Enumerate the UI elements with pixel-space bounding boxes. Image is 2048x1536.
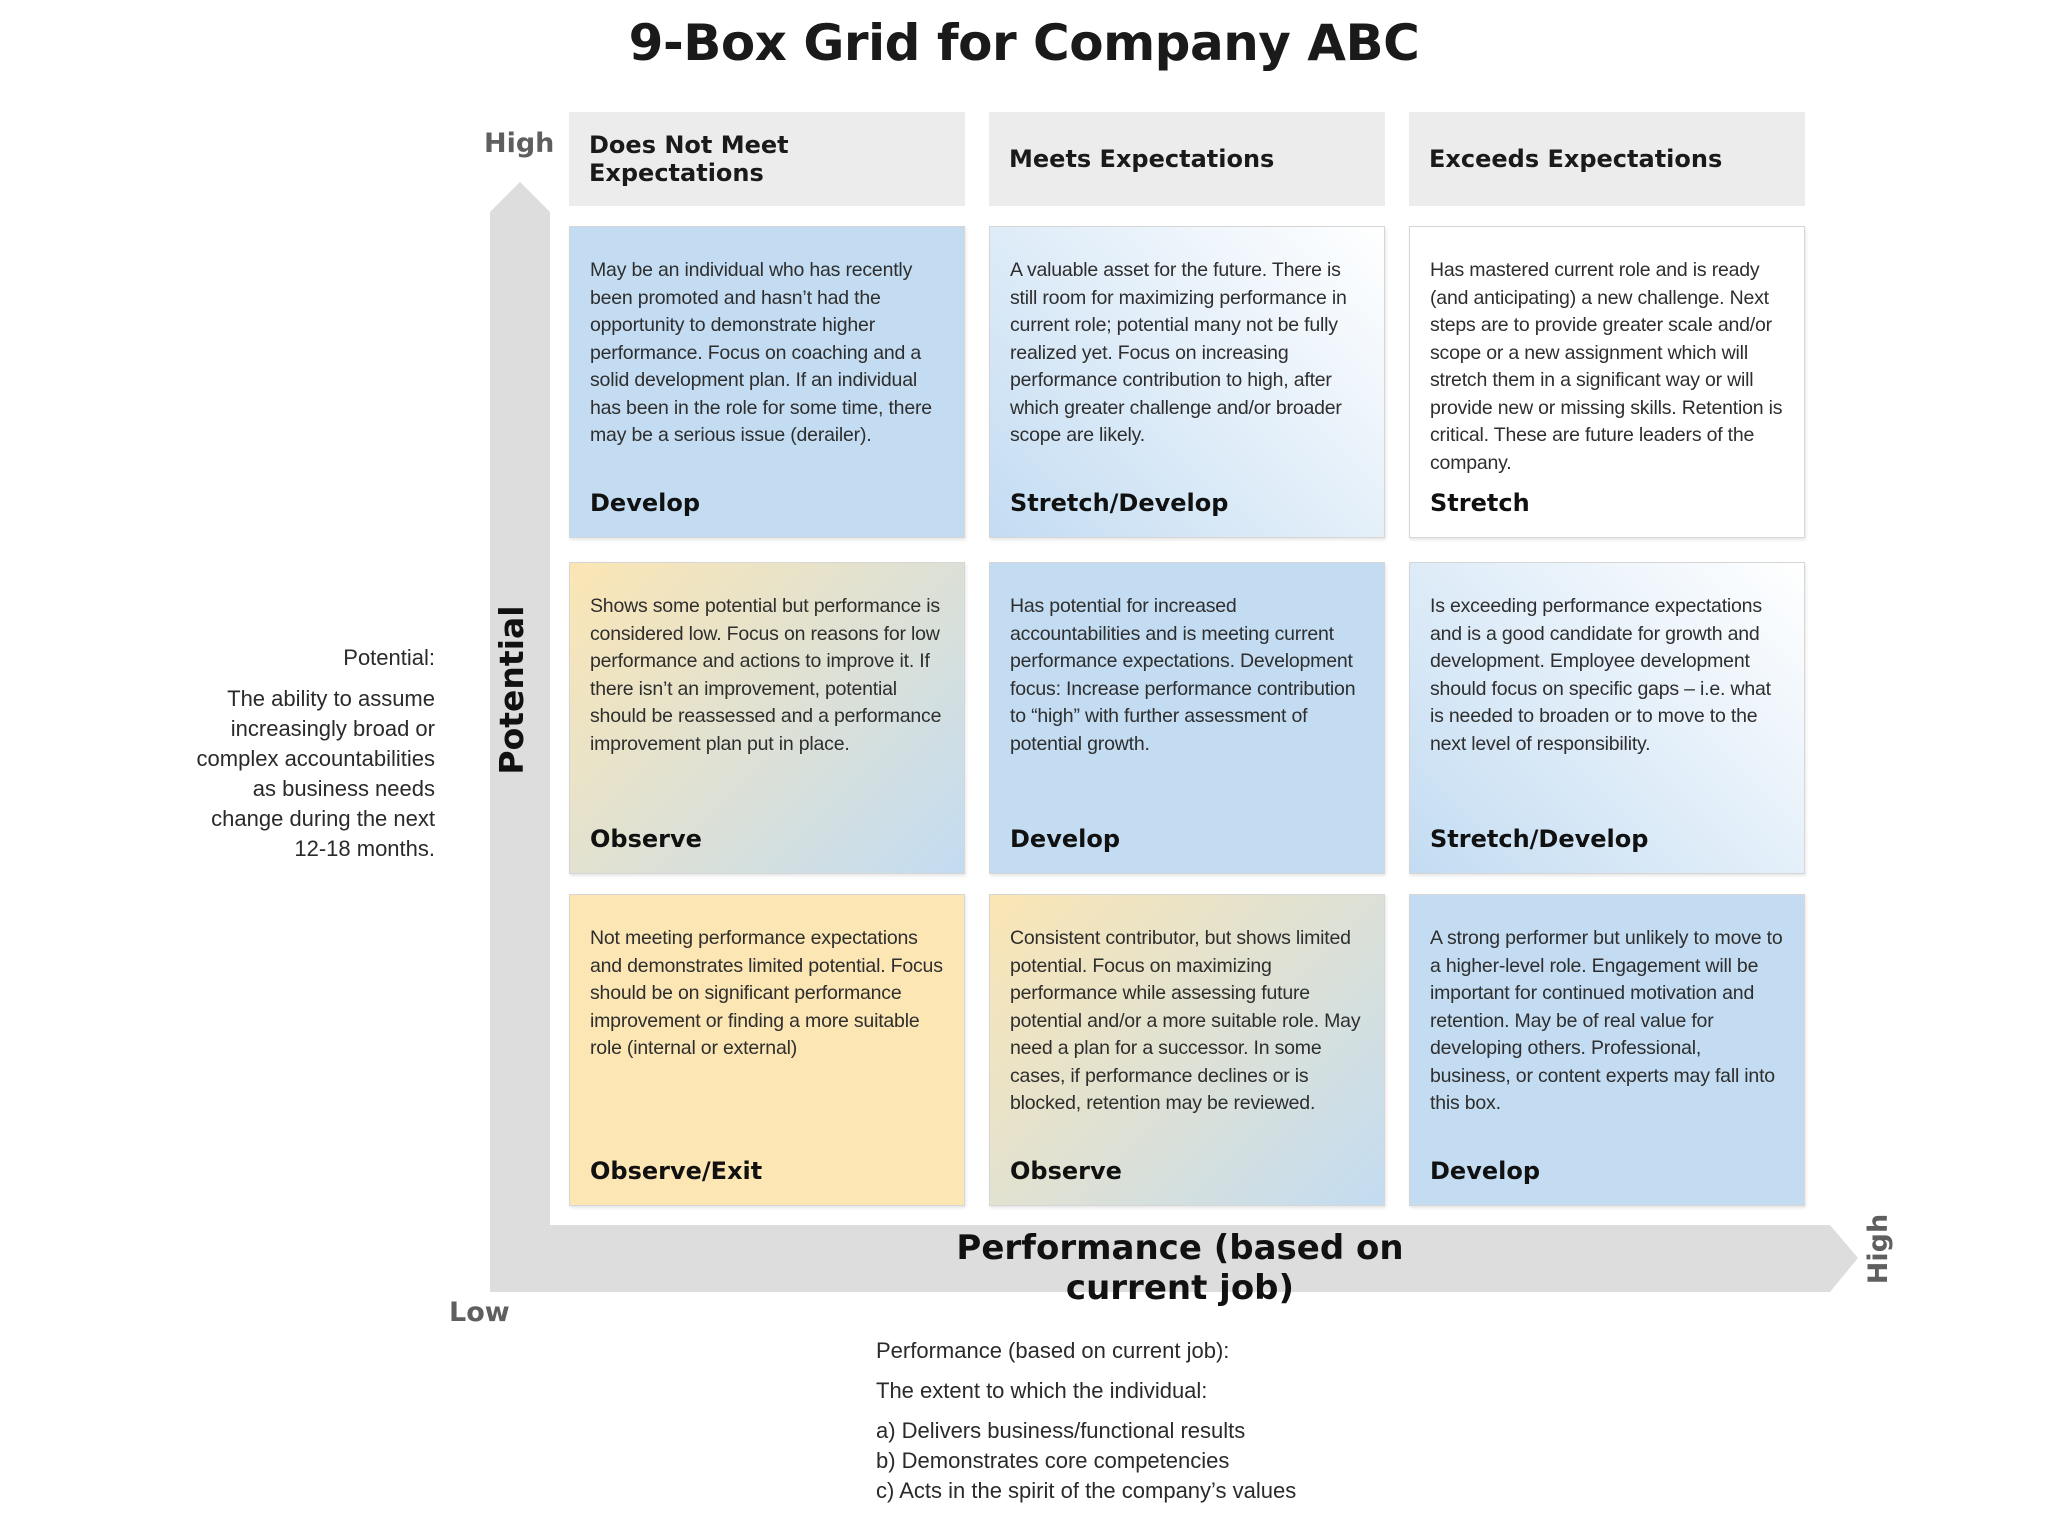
potential-note-line: The ability to assume [227, 686, 435, 711]
performance-definition-note [876, 1336, 1576, 1506]
box-description: Shows some potential but performance is considered low. Focus on reasons for low performance and actions to improve it. If there isn’t an improvement, potential should be reassessed and a performance improvement plan put in place. [590, 595, 942, 755]
box-action: Observe [1010, 1157, 1122, 1185]
performance-note-title: Performance (based on current job): [876, 1338, 1230, 1363]
box-description: A valuable asset for the future. There is still room for maximizing performance in current role; potential many not be fully realized yet. Focus on increasing performance contribution to high, after which greater challenge and/or broader scope are likely. [1010, 259, 1347, 446]
box-mid-potential-mid-performance [989, 562, 1385, 874]
box-low-potential-high-performance [1409, 894, 1805, 1206]
axis-low-label: Low [449, 1297, 510, 1328]
box-action: Develop [590, 489, 701, 517]
box-mid-potential-high-performance [1409, 562, 1805, 874]
box-high-potential-low-performance [569, 226, 965, 538]
box-description: Has potential for increased accountabilities and is meeting current performance expectations. Development focus: Increase performance contribution to “high” with further assessment of potential growth. [1010, 595, 1356, 755]
performance-note-item: a) Delivers business/functional results [876, 1418, 1246, 1443]
column-header-meets: Meets Expectations [989, 112, 1385, 206]
box-action: Observe/Exit [590, 1157, 763, 1185]
performance-note-item: c) Acts in the spirit of the company’s values [876, 1478, 1297, 1503]
box-high-potential-mid-performance [989, 226, 1385, 538]
column-header-does-not-meet: Does Not Meet Expectations [569, 112, 965, 206]
box-description: Has mastered current role and is ready (and anticipating) a new challenge. Next steps are to provide greater scale and/or scope or a new assignment which will stretch them in a significant way or will provide new or missing skills. Retention is critical. These are future leaders of the company. [1430, 259, 1783, 474]
box-low-potential-low-performance [569, 894, 965, 1206]
box-action: Develop [1010, 825, 1121, 853]
box-description: Not meeting performance expectations and demonstrates limited potential. Focus should be on significant performance improvement or finding a more suitable role (internal or external) [590, 927, 943, 1059]
column-header-exceeds: Exceeds Expectations [1409, 112, 1805, 206]
potential-note-line: 12-18 months. [294, 836, 435, 861]
performance-note-intro: The extent to which the individual: [876, 1378, 1208, 1403]
box-mid-potential-low-performance [569, 562, 965, 874]
box-action: Stretch/Develop [1010, 489, 1229, 517]
box-description: Consistent contributor, but shows limited potential. Focus on maximizing performance while assessing future potential and/or a more suitable role. May need a plan for a successor. In some cases, if performance declines or is blocked, retention may be reviewed. [1010, 927, 1361, 1114]
box-high-potential-high-performance [1409, 226, 1805, 538]
page-title: 9-Box Grid for Company ABC [628, 14, 1420, 72]
potential-definition-note [135, 645, 435, 864]
performance-high-label: High [1863, 1213, 1894, 1285]
box-description: May be an individual who has recently been promoted and hasn’t had the opportunity to demonstrate higher performance. Focus on coaching and a solid development plan. If an individual has been in the role for some time, there may be a serious issue (derailer). [590, 259, 932, 446]
box-description: Is exceeding performance expectations and is a good candidate for growth and development. Employee development should focus on specific gaps – i.e. what is needed to broaden or to move to the next level of responsibility. [1430, 595, 1771, 755]
box-action: Observe [590, 825, 702, 853]
potential-note-line: as business needs [252, 776, 435, 801]
performance-axis-label: Performance (based on current job) [956, 1228, 1404, 1308]
box-action: Develop [1430, 1157, 1541, 1185]
performance-note-item: b) Demonstrates core competencies [876, 1448, 1230, 1473]
box-action: Stretch [1430, 489, 1530, 517]
box-description: A strong performer but unlikely to move to a higher-level role. Engagement will be important for continued motivation and retention. May be of real value for developing others. Professional, business, or content experts may fall into this box. [1430, 927, 1783, 1114]
potential-note-line: change during the next [211, 806, 435, 831]
potential-note-title: Potential: [343, 645, 435, 670]
potential-high-label: High [484, 128, 555, 159]
potential-note-line: complex accountabilities [196, 746, 435, 771]
potential-note-line: increasingly broad or [230, 716, 435, 741]
box-action: Stretch/Develop [1430, 825, 1649, 853]
potential-axis-label: Potential [492, 605, 531, 775]
box-low-potential-mid-performance [989, 894, 1385, 1206]
